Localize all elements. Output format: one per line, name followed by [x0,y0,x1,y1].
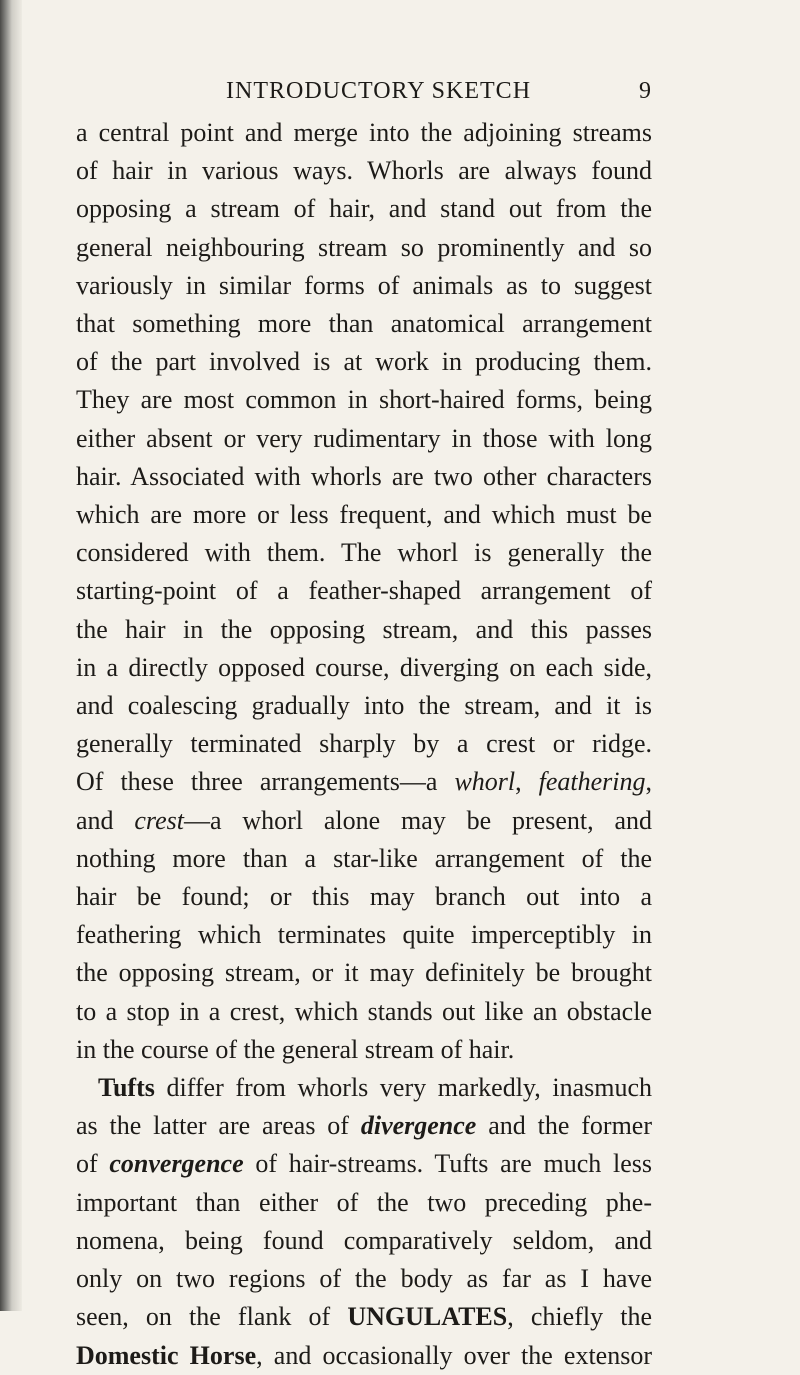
text-line: Domestic Horse, and occasionally over the extensor [76,1340,652,1370]
text-line: starting-point of a feather-shaped arrangement of [76,576,652,606]
text-line: hair be found; or this may branch out into a [76,882,652,912]
text-line: only on two regions of the body as far as I have [76,1264,652,1294]
running-head [76,72,652,112]
text-line: seen, on the flank of UNGULATES, chiefly the [76,1302,653,1332]
text-line: hair. Associated with whorls are two other characters [76,461,652,491]
term-domestic-horse: Domestic Horse [76,1340,257,1370]
running-head-title: INTRODUCTORY SKETCH [226,78,532,104]
text-line: and crest—a whorl alone may be present, and [76,805,652,835]
text-line: Of these three arrangements—a whorl, feathering, [76,767,653,797]
term-convergence: convergence [109,1149,244,1179]
text-line: that something more than anatomical arrangement [76,309,652,339]
text-line: general neighbouring stream so prominently and so [76,232,652,262]
text-line: of hair in various ways. Whorls are always found [76,156,652,186]
text-line: generally terminated sharply by a crest or ridge. [76,729,652,759]
term-ungulates: UNGULATES [347,1302,508,1332]
text-line: opposing a stream of hair, and stand out from the [76,194,652,224]
text-line: feathering which terminates quite imperceptibly in [76,920,652,950]
text-line: important than either of the two preceding phe- [76,1187,652,1217]
text-line: of convergence of hair-streams. Tufts are much less [76,1149,652,1179]
term-crest: crest [134,805,184,835]
text-line: considered with them. The whorl is generally the [76,538,652,568]
text-line: Tufts differ from whorls very markedly, inasmuch [98,1073,652,1103]
text-line: the opposing stream, or it may definitely be brought [76,958,652,988]
text-line: either absent or very rudimentary in those with long [76,423,652,453]
text-line: as the latter are areas of divergence and the former [76,1111,653,1141]
text-line: variously in similar forms of animals as to suggest [76,270,652,300]
text-line: which are more or less frequent, and which must be [76,500,652,530]
term-feathering: feathering [538,767,646,797]
text-line: nomena, being found comparatively seldom, and [76,1225,652,1255]
text-line: nothing more than a star-like arrangement of the [76,843,652,873]
term-divergence: divergence [360,1111,477,1141]
text-line: to a stop in a crest, which stands out like an obstacle [76,996,652,1026]
page-number: 9 [639,78,652,104]
text-line: in the course of the general stream of hair. [76,1034,515,1064]
text-line: a central point and merge into the adjoining streams [76,118,652,147]
text-line: They are most common in short-haired forms, being [76,385,652,415]
term-tufts: Tufts [98,1073,155,1103]
term-whorl: whorl [454,767,516,797]
text-line: in a directly opposed course, diverging on each side, [76,652,652,682]
text-line: the hair in the opposing stream, and this passes [76,614,652,644]
text-line: and coalescing gradually into the stream, and it is [76,691,652,721]
body-text [76,114,652,1375]
text-line: of the part involved is at work in producing them. [76,347,652,377]
